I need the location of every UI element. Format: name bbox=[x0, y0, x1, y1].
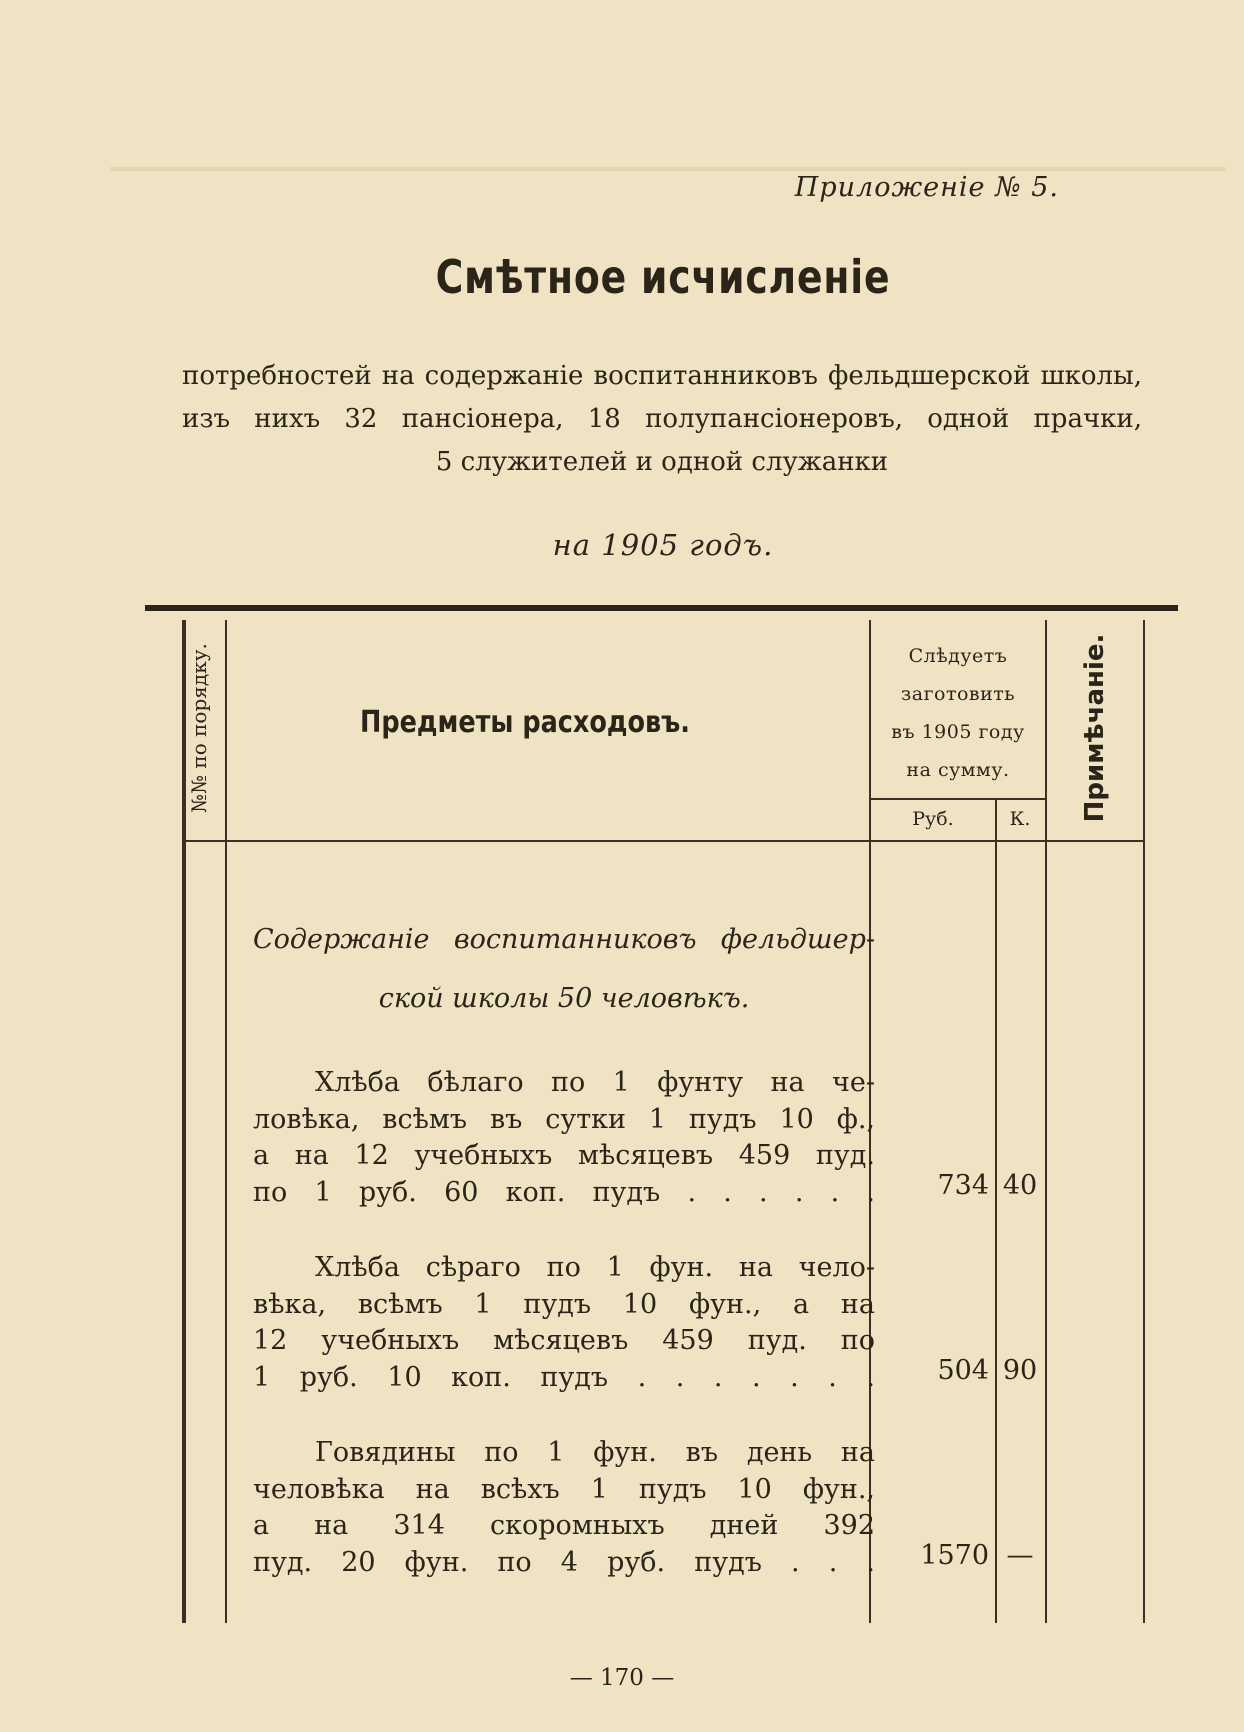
subtitle-line: изъ нихъ 32 пансіонера, 18 полупансіонеровъ, одной прачки, bbox=[182, 404, 1142, 434]
subtitle bbox=[182, 355, 1142, 484]
amount-rubles: 1570 bbox=[920, 1540, 989, 1571]
column-header-sum: Слѣдуетъ заготовить въ 1905 году на сумму. bbox=[891, 645, 1025, 781]
header-sub-rule bbox=[869, 798, 1045, 800]
header-bottom-rule bbox=[182, 840, 1145, 842]
year-heading: на 1905 годъ. bbox=[552, 528, 774, 562]
table-border-right bbox=[1143, 620, 1145, 1623]
column-divider bbox=[225, 620, 227, 1623]
page-number: — 170 — bbox=[569, 1665, 675, 1691]
amount-kopecks: 40 bbox=[1002, 1170, 1038, 1201]
subtitle-line: потребностей на содержаніе воспитанниковъ фельдшерской школы, bbox=[182, 361, 1142, 391]
column-header-number: №№ по порядку. bbox=[187, 643, 211, 813]
column-divider bbox=[1045, 620, 1047, 1623]
bleed-through-rule bbox=[110, 167, 1225, 171]
table-row: Хлѣба сѣраго по 1 фун. на чело- вѣка, всѣмъ 1 пудъ 10 фун., а на 12 учебныхъ мѣсяцевъ 459 пуд. по 1 руб. 10 коп. пудъ . . . . . . . bbox=[253, 1252, 875, 1393]
subtitle-line: 5 служителей и одной служанки bbox=[435, 447, 889, 477]
table-row: Хлѣба бѣлаго по 1 фунту на че- ловѣка, всѣмъ въ сутки 1 пудъ 10 ф., а на 12 учебныхъ мѣсяцевъ 459 пуд. по 1 руб. 60 коп. пудъ . . . . . . bbox=[253, 1067, 875, 1208]
amount-rubles: 504 bbox=[937, 1355, 989, 1386]
appendix-label: Приложеніе № 5. bbox=[794, 172, 1059, 203]
table-row: Говядины по 1 фун. въ день на человѣка на всѣхъ 1 пудъ 10 фун., а на 314 скоромныхъ дней 392 пуд. 20 фун. по 4 руб. пудъ . . . bbox=[253, 1437, 875, 1578]
amount-kopecks: — bbox=[1006, 1540, 1034, 1571]
column-header-note: Примѣчаніе. bbox=[1080, 633, 1110, 823]
amount-kopecks: 90 bbox=[1002, 1355, 1038, 1386]
column-divider bbox=[995, 800, 997, 1623]
column-header-items: Предметы расходовъ. bbox=[360, 705, 690, 740]
column-header-rubles: Руб. bbox=[912, 808, 954, 830]
section-heading: Содержаніе воспитанниковъ фельдшер- ской школы 50 человѣкъ. bbox=[253, 924, 875, 1014]
column-header-kopecks: К. bbox=[1009, 808, 1031, 830]
expense-table bbox=[145, 605, 1178, 1623]
amount-rubles: 734 bbox=[937, 1170, 989, 1201]
page-title: Смѣтное исчисленіе bbox=[435, 250, 891, 304]
table-top-rule bbox=[145, 605, 1178, 611]
